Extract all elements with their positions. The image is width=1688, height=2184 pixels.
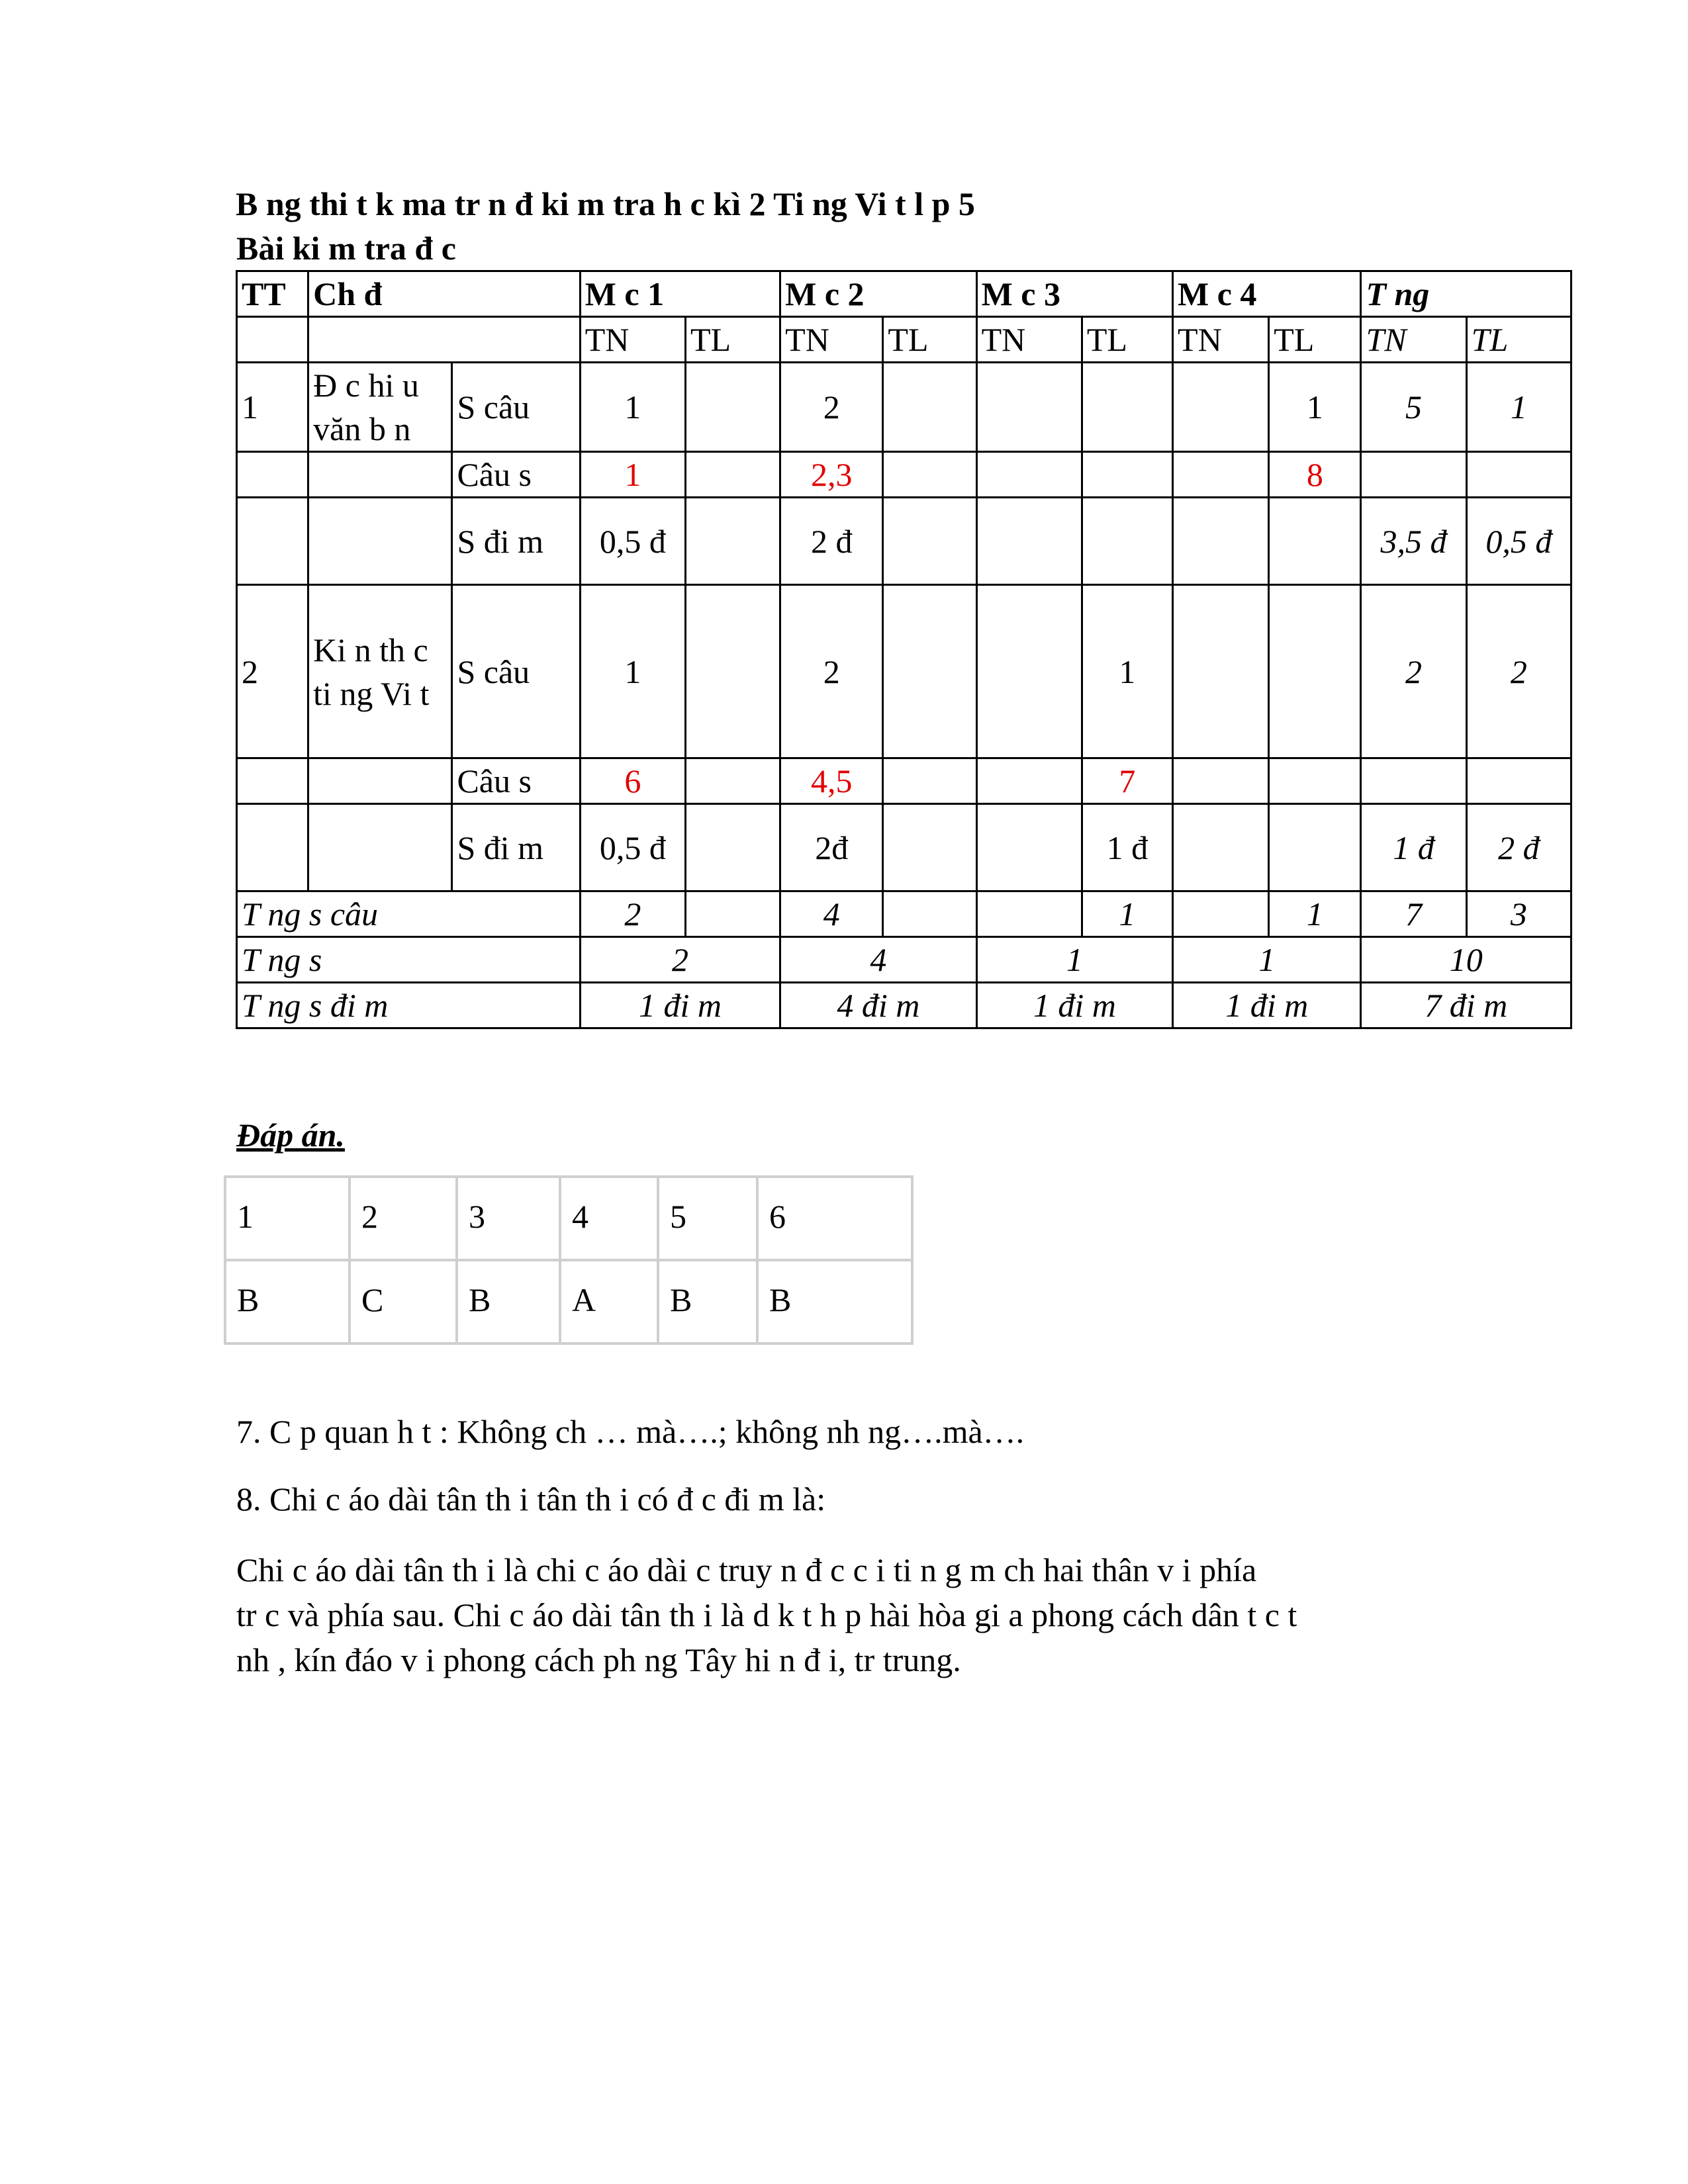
- cell: 1: [580, 363, 685, 452]
- cell: [976, 498, 1082, 585]
- header-level-4: M c 4: [1173, 271, 1361, 317]
- cell: [685, 891, 780, 937]
- row-label: S câu: [452, 363, 580, 452]
- cell: 1: [1082, 585, 1172, 758]
- answer-choice: A: [560, 1260, 658, 1343]
- answer-choice: B: [658, 1260, 757, 1343]
- header-level-1: M c 1: [580, 271, 780, 317]
- answers-title: Đáp án.: [236, 1116, 345, 1154]
- cell: 2 đ: [1466, 804, 1571, 891]
- cell: [883, 758, 976, 804]
- cell: 1: [1269, 891, 1361, 937]
- answer-choice: C: [350, 1260, 457, 1343]
- cell: [1173, 891, 1269, 937]
- subheader-tn: TN: [580, 317, 685, 363]
- test-matrix-table: [236, 270, 1572, 1029]
- cell: 3: [1466, 891, 1571, 937]
- cell: [1082, 452, 1172, 498]
- row-topic: [308, 452, 452, 498]
- answer-choice: B: [225, 1260, 350, 1343]
- cell: [976, 804, 1082, 891]
- subheader-blank: [237, 317, 308, 363]
- cell: 1: [1466, 363, 1571, 452]
- answer-question-number: 4: [560, 1177, 658, 1260]
- row-topic: Ki n th c ti ng Vi t: [308, 585, 452, 758]
- cell: 2đ: [780, 804, 883, 891]
- header-level-3: M c 3: [976, 271, 1172, 317]
- cell: [1173, 804, 1269, 891]
- subheader-tn: TN: [1361, 317, 1466, 363]
- cell: 4: [780, 891, 883, 937]
- row-number: 1: [237, 363, 308, 452]
- cell: 8: [1269, 452, 1361, 498]
- answer-question-number: 1: [225, 1177, 350, 1260]
- answer-question-number: 5: [658, 1177, 757, 1260]
- cell: 2: [580, 937, 780, 983]
- cell: 4,5: [780, 758, 883, 804]
- cell: [1173, 758, 1269, 804]
- cell: 2: [1466, 585, 1571, 758]
- cell: [883, 585, 976, 758]
- cell: 1: [976, 937, 1172, 983]
- item-8-answer-line: Chi c áo dài tân th i là chi c áo dài c truy n đ c c i ti n g m ch hai thân v i phía: [236, 1551, 1257, 1588]
- subheader-tl: TL: [1466, 317, 1571, 363]
- cell: 2,3: [780, 452, 883, 498]
- cell: [1173, 363, 1269, 452]
- row-label: S đi m: [452, 498, 580, 585]
- row-label: S đi m: [452, 804, 580, 891]
- cell: 2 đ: [780, 498, 883, 585]
- cell: [1269, 585, 1361, 758]
- matrix-data-row: [237, 363, 1571, 452]
- cell: 1 đi m: [580, 983, 780, 1028]
- row-number: [237, 804, 308, 891]
- subheader-blank: [308, 317, 581, 363]
- cell: [1173, 498, 1269, 585]
- header-topic: Ch đ: [308, 271, 581, 317]
- answer-key-table: [224, 1175, 914, 1345]
- cell: [685, 585, 780, 758]
- row-number: [237, 758, 308, 804]
- total-points-row: [237, 983, 1571, 1028]
- cell: 2: [1361, 585, 1466, 758]
- section-title: Bài ki m tra đ c: [236, 230, 456, 267]
- cell: 4 đi m: [780, 983, 976, 1028]
- item-7: 7. C p quan h t : Không ch … mà….; không nh ng….mà….: [236, 1413, 1025, 1450]
- cell: [883, 363, 976, 452]
- cell: [1082, 363, 1172, 452]
- row-topic: [308, 498, 452, 585]
- cell: 1 đ: [1082, 804, 1172, 891]
- subheader-tl: TL: [685, 317, 780, 363]
- cell: [685, 363, 780, 452]
- cell: [883, 452, 976, 498]
- page-title: B ng thi t k ma tr n đ ki m tra h c kì 2 Ti ng Vi t l p 5: [236, 185, 975, 222]
- cell: 0,5 đ: [580, 498, 685, 585]
- cell: [976, 891, 1082, 937]
- row-topic: [308, 758, 452, 804]
- cell: [1269, 804, 1361, 891]
- cell: 1 đi m: [976, 983, 1172, 1028]
- cell: 1: [580, 452, 685, 498]
- total-count-label: T ng s: [237, 937, 581, 983]
- cell: [1173, 585, 1269, 758]
- answer-choice-row: [225, 1260, 912, 1343]
- row-topic: [308, 804, 452, 891]
- row-number: 2: [237, 585, 308, 758]
- cell: 7 đi m: [1361, 983, 1571, 1028]
- total-count-row: [237, 937, 1571, 983]
- cell: [883, 891, 976, 937]
- matrix-data-row: [237, 758, 1571, 804]
- cell: 2: [580, 891, 685, 937]
- cell: 1 đi m: [1173, 983, 1361, 1028]
- cell: [685, 498, 780, 585]
- cell: 4: [780, 937, 976, 983]
- cell: 7: [1082, 758, 1172, 804]
- row-label: Câu s: [452, 758, 580, 804]
- cell: [1269, 758, 1361, 804]
- cell: 7: [1361, 891, 1466, 937]
- header-tt: TT: [237, 271, 308, 317]
- item-8-answer: [236, 1547, 1580, 1682]
- cell: [976, 758, 1082, 804]
- cell: [1082, 498, 1172, 585]
- cell: [1269, 498, 1361, 585]
- cell: 0,5 đ: [1466, 498, 1571, 585]
- header-total: T ng: [1361, 271, 1571, 317]
- subheader-tl: TL: [1269, 317, 1361, 363]
- cell: 1: [580, 585, 685, 758]
- header-level-2: M c 2: [780, 271, 976, 317]
- answer-question-number: 2: [350, 1177, 457, 1260]
- matrix-data-row: [237, 498, 1571, 585]
- cell: [1466, 758, 1571, 804]
- cell: [883, 804, 976, 891]
- cell: [976, 585, 1082, 758]
- cell: 1: [1269, 363, 1361, 452]
- total-points-label: T ng s đi m: [237, 983, 581, 1028]
- answer-question-number: 3: [457, 1177, 560, 1260]
- row-label: Câu s: [452, 452, 580, 498]
- subheader-tl: TL: [883, 317, 976, 363]
- cell: 0,5 đ: [580, 804, 685, 891]
- total-questions-row: [237, 891, 1571, 937]
- cell: 1: [1173, 937, 1361, 983]
- cell: 1 đ: [1361, 804, 1466, 891]
- cell: [685, 452, 780, 498]
- row-number: [237, 452, 308, 498]
- matrix-data-row: [237, 804, 1571, 891]
- cell: 2: [780, 585, 883, 758]
- cell: 5: [1361, 363, 1466, 452]
- matrix-header-row: [237, 271, 1571, 317]
- cell: [685, 758, 780, 804]
- answer-question-row: [225, 1177, 912, 1260]
- matrix-data-row: [237, 585, 1571, 758]
- cell: 6: [580, 758, 685, 804]
- cell: 2: [780, 363, 883, 452]
- answer-choice: B: [757, 1260, 912, 1343]
- cell: 1: [1082, 891, 1172, 937]
- item-8-answer-line: tr c và phía sau. Chi c áo dài tân th i là d k t h p hài hòa gi a phong cách dân t c t: [236, 1596, 1297, 1633]
- subheader-tn: TN: [976, 317, 1082, 363]
- subheader-tl: TL: [1082, 317, 1172, 363]
- cell: [685, 804, 780, 891]
- row-topic: Đ c hi u văn b n: [308, 363, 452, 452]
- cell: 10: [1361, 937, 1571, 983]
- cell: [1361, 452, 1466, 498]
- cell: [1361, 758, 1466, 804]
- row-number: [237, 498, 308, 585]
- cell: 3,5 đ: [1361, 498, 1466, 585]
- item-8-answer-line: nh , kín đáo v i phong cách ph ng Tây hi n đ i, tr trung.: [236, 1641, 961, 1678]
- answer-question-number: 6: [757, 1177, 912, 1260]
- subheader-tn: TN: [780, 317, 883, 363]
- cell: [976, 452, 1082, 498]
- row-label: S câu: [452, 585, 580, 758]
- cell: [976, 363, 1082, 452]
- item-8: 8. Chi c áo dài tân th i tân th i có đ c đi m là:: [236, 1480, 826, 1518]
- cell: [1466, 452, 1571, 498]
- total-questions-label: T ng s câu: [237, 891, 581, 937]
- subheader-tn: TN: [1173, 317, 1269, 363]
- matrix-data-row: [237, 452, 1571, 498]
- matrix-subheader-row: [237, 317, 1571, 363]
- answer-choice: B: [457, 1260, 560, 1343]
- cell: [1173, 452, 1269, 498]
- cell: [883, 498, 976, 585]
